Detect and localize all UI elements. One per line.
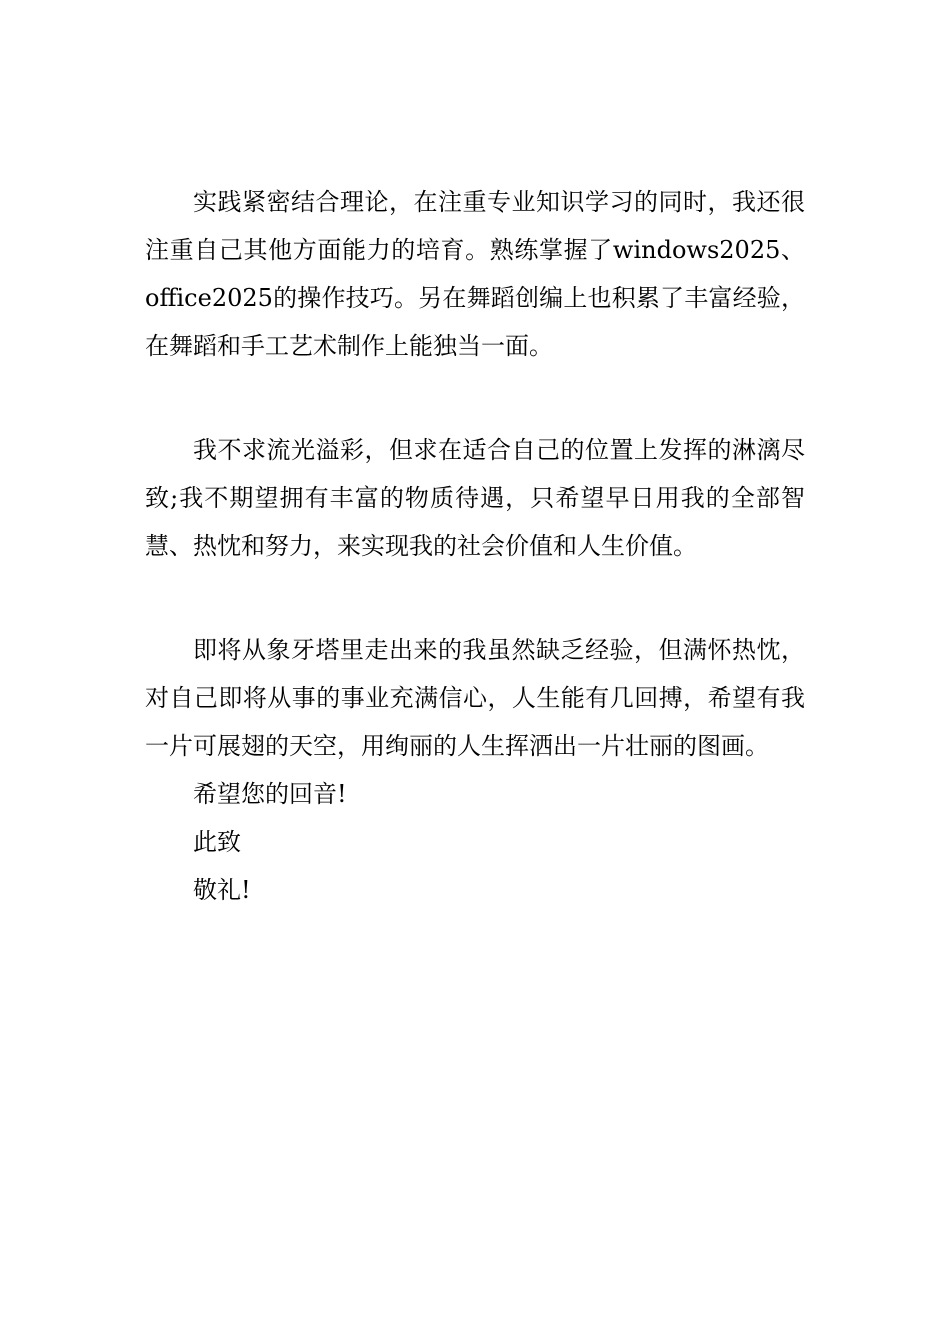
paragraph-confidence: 即将从象牙塔里走出来的我虽然缺乏经验，但满怀热忱，对自己即将从事的事业充满信心，人生能有几回搏，希望有我一片可展翅的天空，用绚丽的人生挥洒出一片壮丽的图画。: [145, 636, 805, 760]
closing-hope: 希望您的回音!: [193, 780, 347, 808]
closing-salutation: 此致: [193, 828, 241, 856]
closing-regards: 敬礼!: [193, 876, 251, 904]
paragraph-aspiration: 我不求流光溢彩，但求在适合自己的位置上发挥的淋漓尽致;我不期望拥有丰富的物质待遇，只希望早日用我的全部智慧、热忱和努力，来实现我的社会价值和人生价值。: [145, 436, 805, 560]
paragraph-skills: 实践紧密结合理论，在注重专业知识学习的同时，我还很注重自己其他方面能力的培育。熟练掌握了windows2025、office2025的操作技巧。另在舞蹈创编上也积累了丰富经验，在舞蹈和手工艺术制作上能独当一面。: [145, 188, 805, 360]
letter-body: [145, 178, 805, 914]
